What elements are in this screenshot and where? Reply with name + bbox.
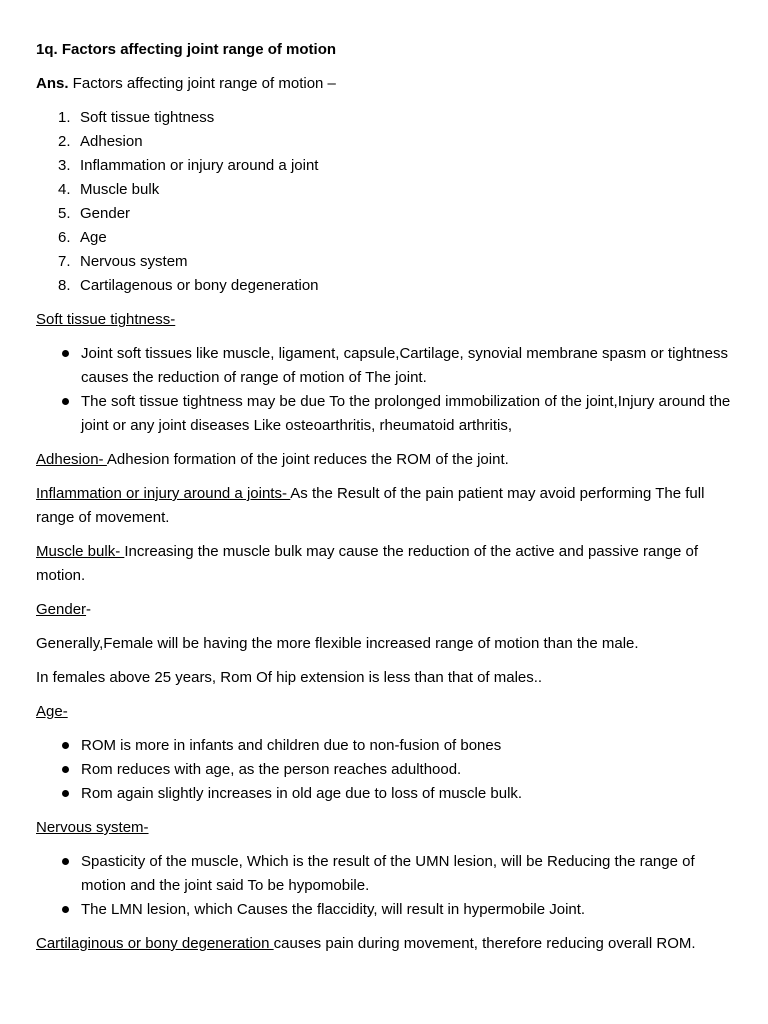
bullet-icon	[36, 782, 81, 806]
list-number: 2.	[58, 133, 71, 150]
factors-list	[36, 106, 732, 298]
list-item-text: The LMN lesion, which Causes the flaccidity, will result in hypermobile Joint.	[81, 901, 586, 918]
section-heading: Soft tissue tightness-	[36, 311, 176, 328]
list-item-text: ROM is more in infants and children due to non-fusion of bones	[81, 737, 502, 754]
list-item	[36, 782, 732, 806]
section-heading: Inflammation or injury around a joints-	[36, 485, 291, 502]
list-item	[36, 154, 732, 178]
list-number: 8.	[58, 277, 71, 294]
list-item-text: Rom reduces with age, as the person reaches adulthood.	[81, 761, 462, 778]
adhesion-paragraph	[36, 448, 732, 472]
list-item-text: Soft tissue tightness	[80, 109, 215, 126]
list-item	[36, 202, 732, 226]
answer-text: Factors affecting joint range of motion –	[68, 75, 336, 92]
section-heading: Muscle bulk-	[36, 543, 125, 560]
list-item	[36, 178, 732, 202]
list-item-text: Nervous system	[80, 253, 188, 270]
paragraph-text: causes pain during movement, therefore reducing overall ROM.	[273, 935, 696, 952]
section-heading: Adhesion-	[36, 451, 107, 468]
nervous-bullets	[36, 850, 732, 922]
list-item-text: Cartilagenous or bony degeneration	[80, 277, 319, 294]
list-item-text: Age	[80, 229, 107, 246]
gender-line-2: In females above 25 years, Rom Of hip extension is less than that of males..	[36, 669, 543, 686]
list-item	[36, 106, 732, 130]
cartilage-paragraph	[36, 932, 732, 956]
list-item-text: Inflammation or injury around a joint	[80, 157, 319, 174]
paragraph-text: Adhesion formation of the joint reduces the ROM of the joint.	[106, 451, 509, 468]
list-item-text: Spasticity of the muscle, Which is the result of the UMN lesion, will be Reducing the range of motion and the joint said To be hypomobile.	[81, 853, 695, 894]
list-number: 3.	[58, 157, 71, 174]
list-item	[36, 850, 732, 898]
gender-line-1: Generally,Female will be having the more flexible increased range of motion than the male.	[36, 635, 639, 652]
bullet-icon	[36, 390, 81, 438]
nervous-heading	[36, 816, 732, 840]
section-heading: Cartilaginous or bony degeneration	[36, 935, 274, 952]
list-item	[36, 758, 732, 782]
list-item	[36, 390, 732, 438]
list-number: 6.	[58, 229, 71, 246]
answer-intro	[36, 72, 732, 96]
paragraph-text: Increasing the muscle bulk may cause the reduction of the active and passive range of motion.	[36, 543, 699, 584]
list-item	[36, 734, 732, 758]
bullet-icon	[36, 758, 81, 782]
muscle-bulk-paragraph	[36, 540, 732, 588]
list-item	[36, 342, 732, 390]
list-item	[36, 130, 732, 154]
list-item-text: Rom again slightly increases in old age due to loss of muscle bulk.	[81, 785, 523, 802]
list-item-text: The soft tissue tightness may be due To the prolonged immobilization of the joint,Injury around the joint or any joint diseases Like osteoarthritis, rheumatoid arthritis,	[81, 393, 731, 434]
inflammation-paragraph	[36, 482, 732, 530]
list-number: 1.	[58, 109, 71, 126]
list-item	[36, 274, 732, 298]
list-item	[36, 226, 732, 250]
answer-label: Ans.	[36, 75, 69, 92]
list-number: 4.	[58, 181, 71, 198]
list-item-text: Joint soft tissues like muscle, ligament, capsule,Cartilage, synovial membrane spasm or tightness causes the reduction of range of motion of The joint.	[81, 345, 728, 386]
list-item	[36, 898, 732, 922]
list-number: 7.	[58, 253, 71, 270]
section-heading: Age-	[36, 703, 68, 720]
question-title: 1q. Factors affecting joint range of motion	[36, 41, 337, 58]
list-item-text: Muscle bulk	[80, 181, 160, 198]
age-bullets	[36, 734, 732, 806]
bullet-icon	[36, 342, 81, 390]
bullet-icon	[36, 850, 81, 898]
age-heading	[36, 700, 732, 724]
gender-heading	[36, 598, 732, 622]
paragraph-text: As the Result of the pain patient may avoid performing The full range of movement.	[36, 485, 705, 526]
section-heading: Nervous system-	[36, 819, 149, 836]
list-item-text: Gender	[80, 205, 131, 222]
soft-tissue-bullets	[36, 342, 732, 438]
bullet-icon	[36, 734, 81, 758]
list-number: 5.	[58, 205, 71, 222]
heading-suffix: -	[86, 601, 92, 618]
list-item	[36, 250, 732, 274]
section-heading: Gender	[36, 601, 87, 618]
bullet-icon	[36, 898, 81, 922]
soft-tissue-heading	[36, 308, 732, 332]
list-item-text: Adhesion	[80, 133, 143, 150]
